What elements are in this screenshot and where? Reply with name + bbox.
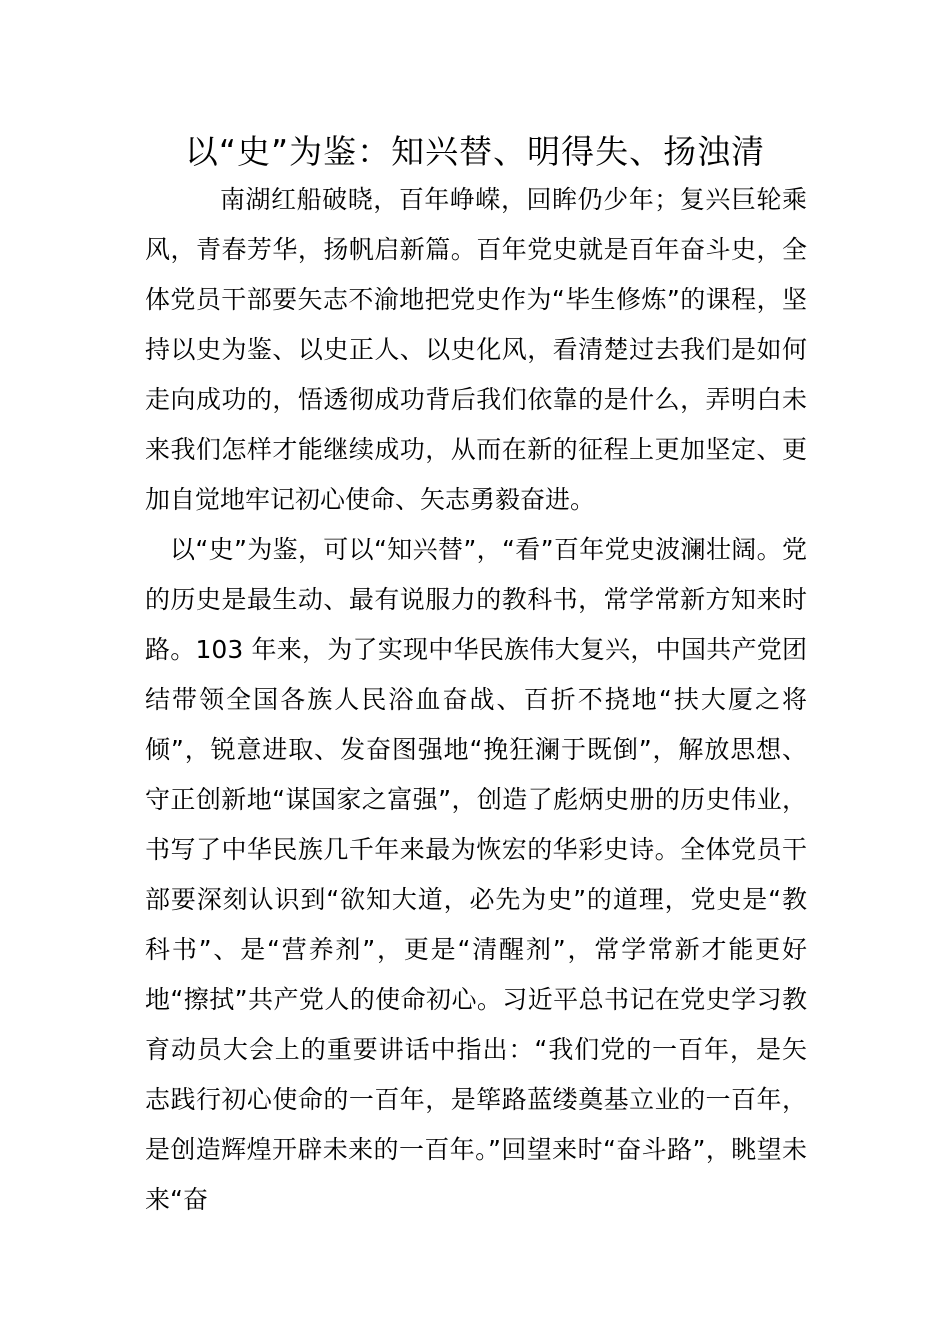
paragraph-2: 以“史”为鉴，可以“知兴替”，“看”百年党史波澜壮阔。党的历史是最生动、最有说服力的教科书，常学常新方知来时路。103 年来，为了实现中华民族伟大复兴，中国共产党团结带领全国各族人民浴血奋战、百折不挠地“扶大厦之将倾”，锐意进取、发奋图强地“挽狂澜于既倒”，解放思想、守正创新地“谋国家之富强”，创造了彪炳史册的历史伟业，书写了中华民族几千年来最为恢宏的华彩史诗。全体党员干部要深刻认识到“欲知大道，必先为史”的道理，党史是“教科书”、是“营养剂”，更是“清醒剂”，常学常新才能更好地“擦拭”共产党人的使命初心。习近平总书记在党史学习教育动员大会上的重要讲话中指出：“我们党的一百年，是矢志践行初心使命的一百年，是筚路蓝缕奠基立业的一百年，是创造辉煌开辟未来的一百年。”回望来时“奋斗路”，眺望未来“奋 bbox=[145, 535, 807, 1214]
document-title: 以“史”为鉴：知兴替、明得失、扬浊清 bbox=[184, 132, 766, 171]
paragraph-1: 南湖红船破晓，百年峥嵘，回眸仍少年；复兴巨轮乘风，青春芳华，扬帆启新篇。百年党史就是百年奋斗史，全体党员干部要矢志不渝地把党史作为“毕生修炼”的课程，坚持以史为鉴、以史正人、以史化风，看清楚过去我们是如何走向成功的，悟透彻成功背后我们依靠的是什么，弄明白未来我们怎样才能继续成功，从而在新的征程上更加坚定、更加自觉地牢记初心使命、矢志勇毅奋进。 bbox=[145, 185, 807, 514]
